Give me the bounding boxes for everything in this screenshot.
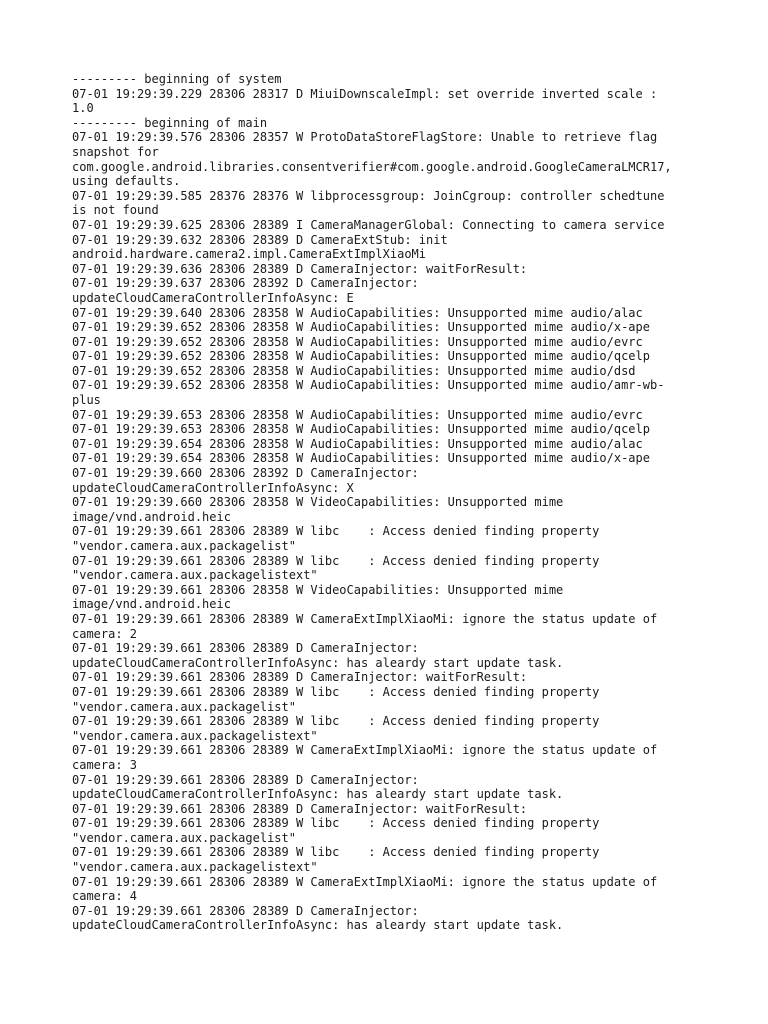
log-line: "vendor.camera.aux.packagelist"	[72, 699, 296, 714]
log-line: 07-01 19:29:39.652 28306 28358 W AudioCapabilities: Unsupported mime audio/x-ape	[72, 320, 650, 335]
log-line: android.hardware.camera2.impl.CameraExtImplXiaoMi	[72, 247, 427, 262]
log-line: 07-01 19:29:39.661 28306 28389 W CameraExtImplXiaoMi: ignore the status update of	[72, 611, 658, 626]
log-line: 07-01 19:29:39.576 28306 28357 W ProtoDataStoreFlagStore: Unable to retrieve flag	[72, 130, 658, 145]
log-line: 07-01 19:29:39.652 28306 28358 W AudioCapabilities: Unsupported mime audio/evrc	[72, 334, 643, 349]
log-line: 07-01 19:29:39.652 28306 28358 W AudioCapabilities: Unsupported mime audio/qcelp	[72, 349, 650, 364]
log-line: image/vnd.android.heic	[72, 597, 231, 612]
log-line: 07-01 19:29:39.661 28306 28389 W CameraExtImplXiaoMi: ignore the status update of	[72, 743, 658, 758]
log-line: 07-01 19:29:39.640 28306 28358 W AudioCapabilities: Unsupported mime audio/alac	[72, 305, 643, 320]
log-line: 07-01 19:29:39.661 28306 28389 W libc : Access denied finding property	[72, 553, 600, 568]
log-line: 07-01 19:29:39.661 28306 28389 W libc : Access denied finding property	[72, 684, 600, 699]
log-line: 07-01 19:29:39.654 28306 28358 W AudioCapabilities: Unsupported mime audio/x-ape	[72, 451, 650, 466]
log-line: 07-01 19:29:39.632 28306 28389 D CameraExtStub: init	[72, 232, 448, 247]
log-line: 1.0	[72, 101, 94, 116]
log-line: 07-01 19:29:39.653 28306 28358 W AudioCapabilities: Unsupported mime audio/evrc	[72, 407, 643, 422]
log-line: com.google.android.libraries.consentverifier#com.google.android.GoogleCameraLMCR17,	[72, 159, 672, 174]
log-line: 07-01 19:29:39.625 28306 28389 I CameraManagerGlobal: Connecting to camera service	[72, 217, 665, 232]
log-line: camera: 2	[72, 626, 138, 641]
log-line: updateCloudCameraControllerInfoAsync: has aleardy start update task.	[72, 787, 564, 802]
log-line: 07-01 19:29:39.653 28306 28358 W AudioCapabilities: Unsupported mime audio/qcelp	[72, 422, 650, 437]
log-line: 07-01 19:29:39.637 28306 28392 D CameraInjector:	[72, 276, 419, 291]
log-line: 07-01 19:29:39.661 28306 28389 D CameraInjector: waitForResult:	[72, 670, 528, 685]
log-line: 07-01 19:29:39.652 28306 28358 W AudioCapabilities: Unsupported mime audio/amr-wb-	[72, 378, 665, 393]
log-line: 07-01 19:29:39.661 28306 28389 W libc : Access denied finding property	[72, 816, 600, 831]
log-line: updateCloudCameraControllerInfoAsync: has aleardy start update task.	[72, 918, 564, 933]
log-line: updateCloudCameraControllerInfoAsync: X	[72, 480, 354, 495]
log-line: 07-01 19:29:39.661 28306 28389 W CameraExtImplXiaoMi: ignore the status update of	[72, 874, 658, 889]
log-line: 07-01 19:29:39.661 28306 28389 W libc : Access denied finding property	[72, 714, 600, 729]
log-line: is not found	[72, 203, 159, 218]
log-line: 07-01 19:29:39.661 28306 28389 D CameraInjector:	[72, 903, 419, 918]
log-line: "vendor.camera.aux.packagelist"	[72, 830, 296, 845]
log-line: plus	[72, 393, 101, 408]
log-line: 07-01 19:29:39.652 28306 28358 W AudioCapabilities: Unsupported mime audio/dsd	[72, 363, 636, 378]
log-line: 07-01 19:29:39.636 28306 28389 D CameraInjector: waitForResult:	[72, 261, 528, 276]
log-line: 07-01 19:29:39.660 28306 28358 W VideoCapabilities: Unsupported mime	[72, 495, 564, 510]
log-line: 07-01 19:29:39.661 28306 28389 D CameraInjector:	[72, 772, 419, 787]
log-line: --------- beginning of main	[72, 115, 268, 130]
log-line: using defaults.	[72, 174, 181, 189]
log-line: camera: 4	[72, 889, 138, 904]
log-line: image/vnd.android.heic	[72, 509, 231, 524]
log-line: --------- beginning of system	[72, 72, 282, 86]
log-line: snapshot for	[72, 144, 159, 159]
log-line: 07-01 19:29:39.661 28306 28389 D CameraInjector:	[72, 641, 419, 656]
log-line: 07-01 19:29:39.661 28306 28389 W libc : Access denied finding property	[72, 845, 600, 860]
log-line: 07-01 19:29:39.229 28306 28317 D MiuiDownscaleImpl: set override inverted scale :	[72, 86, 658, 101]
log-line: camera: 3	[72, 757, 138, 772]
log-line: 07-01 19:29:39.585 28376 28376 W libprocessgroup: JoinCgroup: controller schedtune	[72, 188, 665, 203]
log-line: 07-01 19:29:39.661 28306 28358 W VideoCapabilities: Unsupported mime	[72, 582, 564, 597]
log-document	[72, 72, 712, 933]
log-line: "vendor.camera.aux.packagelist"	[72, 539, 296, 553]
log-line: 07-01 19:29:39.660 28306 28392 D CameraInjector:	[72, 466, 419, 481]
log-line: updateCloudCameraControllerInfoAsync: has aleardy start update task.	[72, 655, 564, 670]
log-line: 07-01 19:29:39.654 28306 28358 W AudioCapabilities: Unsupported mime audio/alac	[72, 436, 643, 451]
log-line: "vendor.camera.aux.packagelistext"	[72, 568, 318, 583]
log-line: "vendor.camera.aux.packagelistext"	[72, 860, 318, 875]
log-line: 07-01 19:29:39.661 28306 28389 D CameraInjector: waitForResult:	[72, 801, 528, 816]
log-line: updateCloudCameraControllerInfoAsync: E	[72, 290, 354, 305]
log-line: "vendor.camera.aux.packagelistext"	[72, 728, 318, 743]
log-line: 07-01 19:29:39.661 28306 28389 W libc : Access denied finding property	[72, 524, 600, 539]
